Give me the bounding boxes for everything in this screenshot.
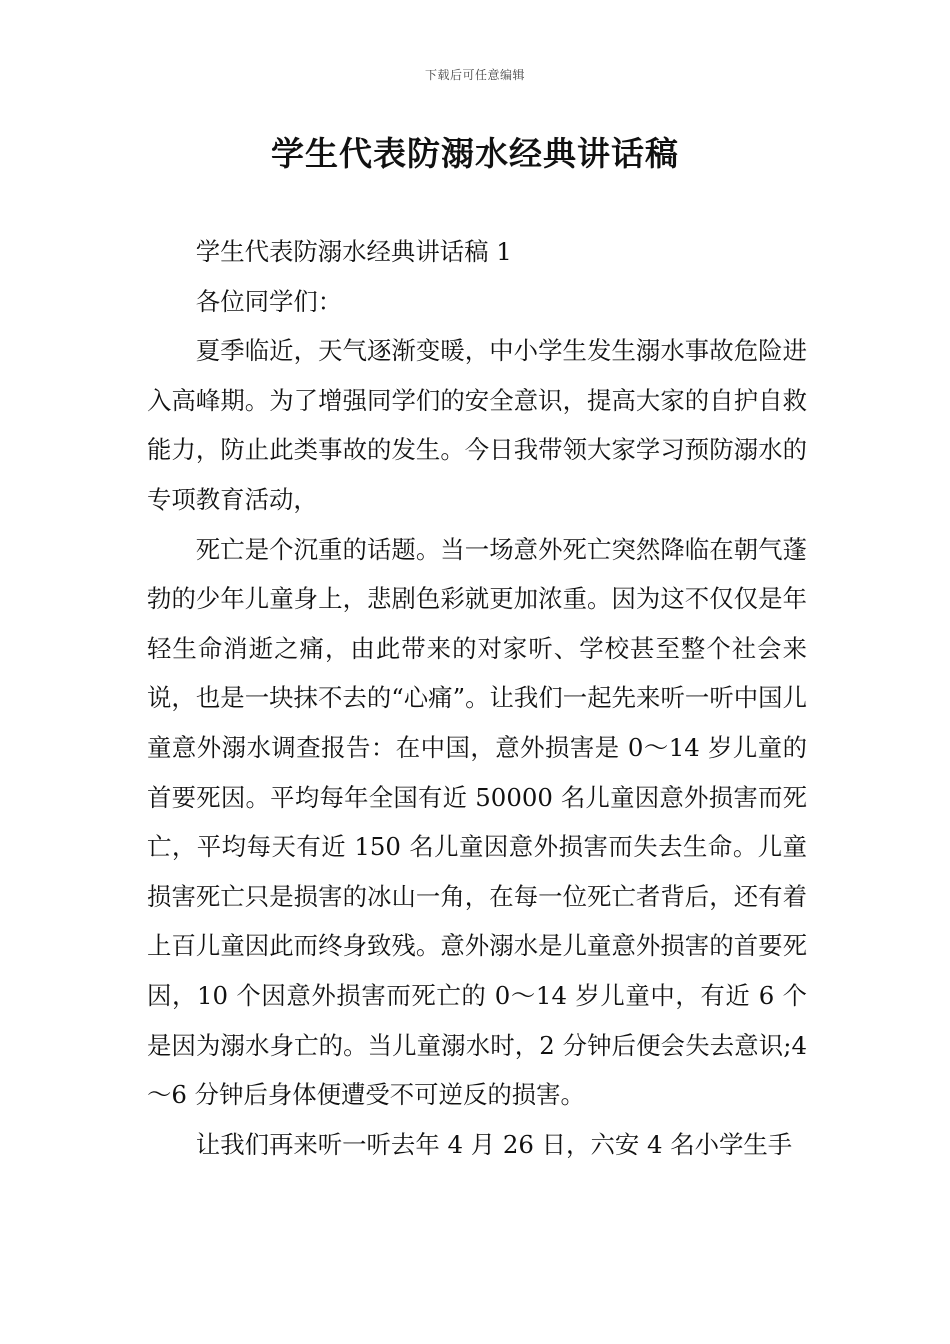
- paragraph-incident: 让我们再来听一听去年 4 月 26 日，六安 4 名小学生手: [195, 1129, 793, 1159]
- paragraph-intro: 夏季临近，天气逐渐变暖，中小学生发生溺水事故危险进入高峰期。为了增强同学们的安全意识，提高大家的自护自救能力，防止此类事故的发生。今日我带领大家学习预防溺水的专项教育活动，: [147, 336, 807, 514]
- paragraph-salutation: 各位同学们：: [195, 286, 343, 316]
- document-body: [147, 227, 807, 1169]
- paragraph-subtitle: 学生代表防溺水经典讲话稿 1: [195, 237, 512, 266]
- paragraph-statistics: 死亡是个沉重的话题。当一场意外死亡突然降临在朝气蓬勃的少年儿童身上，悲剧色彩就更加浓重。因为这不仅仅是年轻生命消逝之痛，由此带来的对家听、学校甚至整个社会来说，也是一块抹不去的“心痛”。让我们一起先来听一听中国儿童意外溺水调查报告：在中国，意外损害是 0～14 岁儿童的首要死因。平均每年全国有近 50000 名儿童因意外损害而死亡，平均每天有近 150 名儿童因意外损害而失去生命。儿童损害死亡只是损害的冰山一角，在每一位死亡者背后，还有着上百儿童因此而终身致残。意外溺水是儿童意外损害的首要死因，10 个因意外损害而死亡的 0～14 岁儿童中，有近 6 个是因为溺水身亡的。当儿童溺水时，2 分钟后便会失去意识;4～6 分钟后身体便遭受不可逆反的损害。: [147, 534, 807, 1110]
- header-note: 下载后可任意编辑: [424, 68, 525, 82]
- document-title: 学生代表防溺水经典讲话稿: [271, 134, 679, 173]
